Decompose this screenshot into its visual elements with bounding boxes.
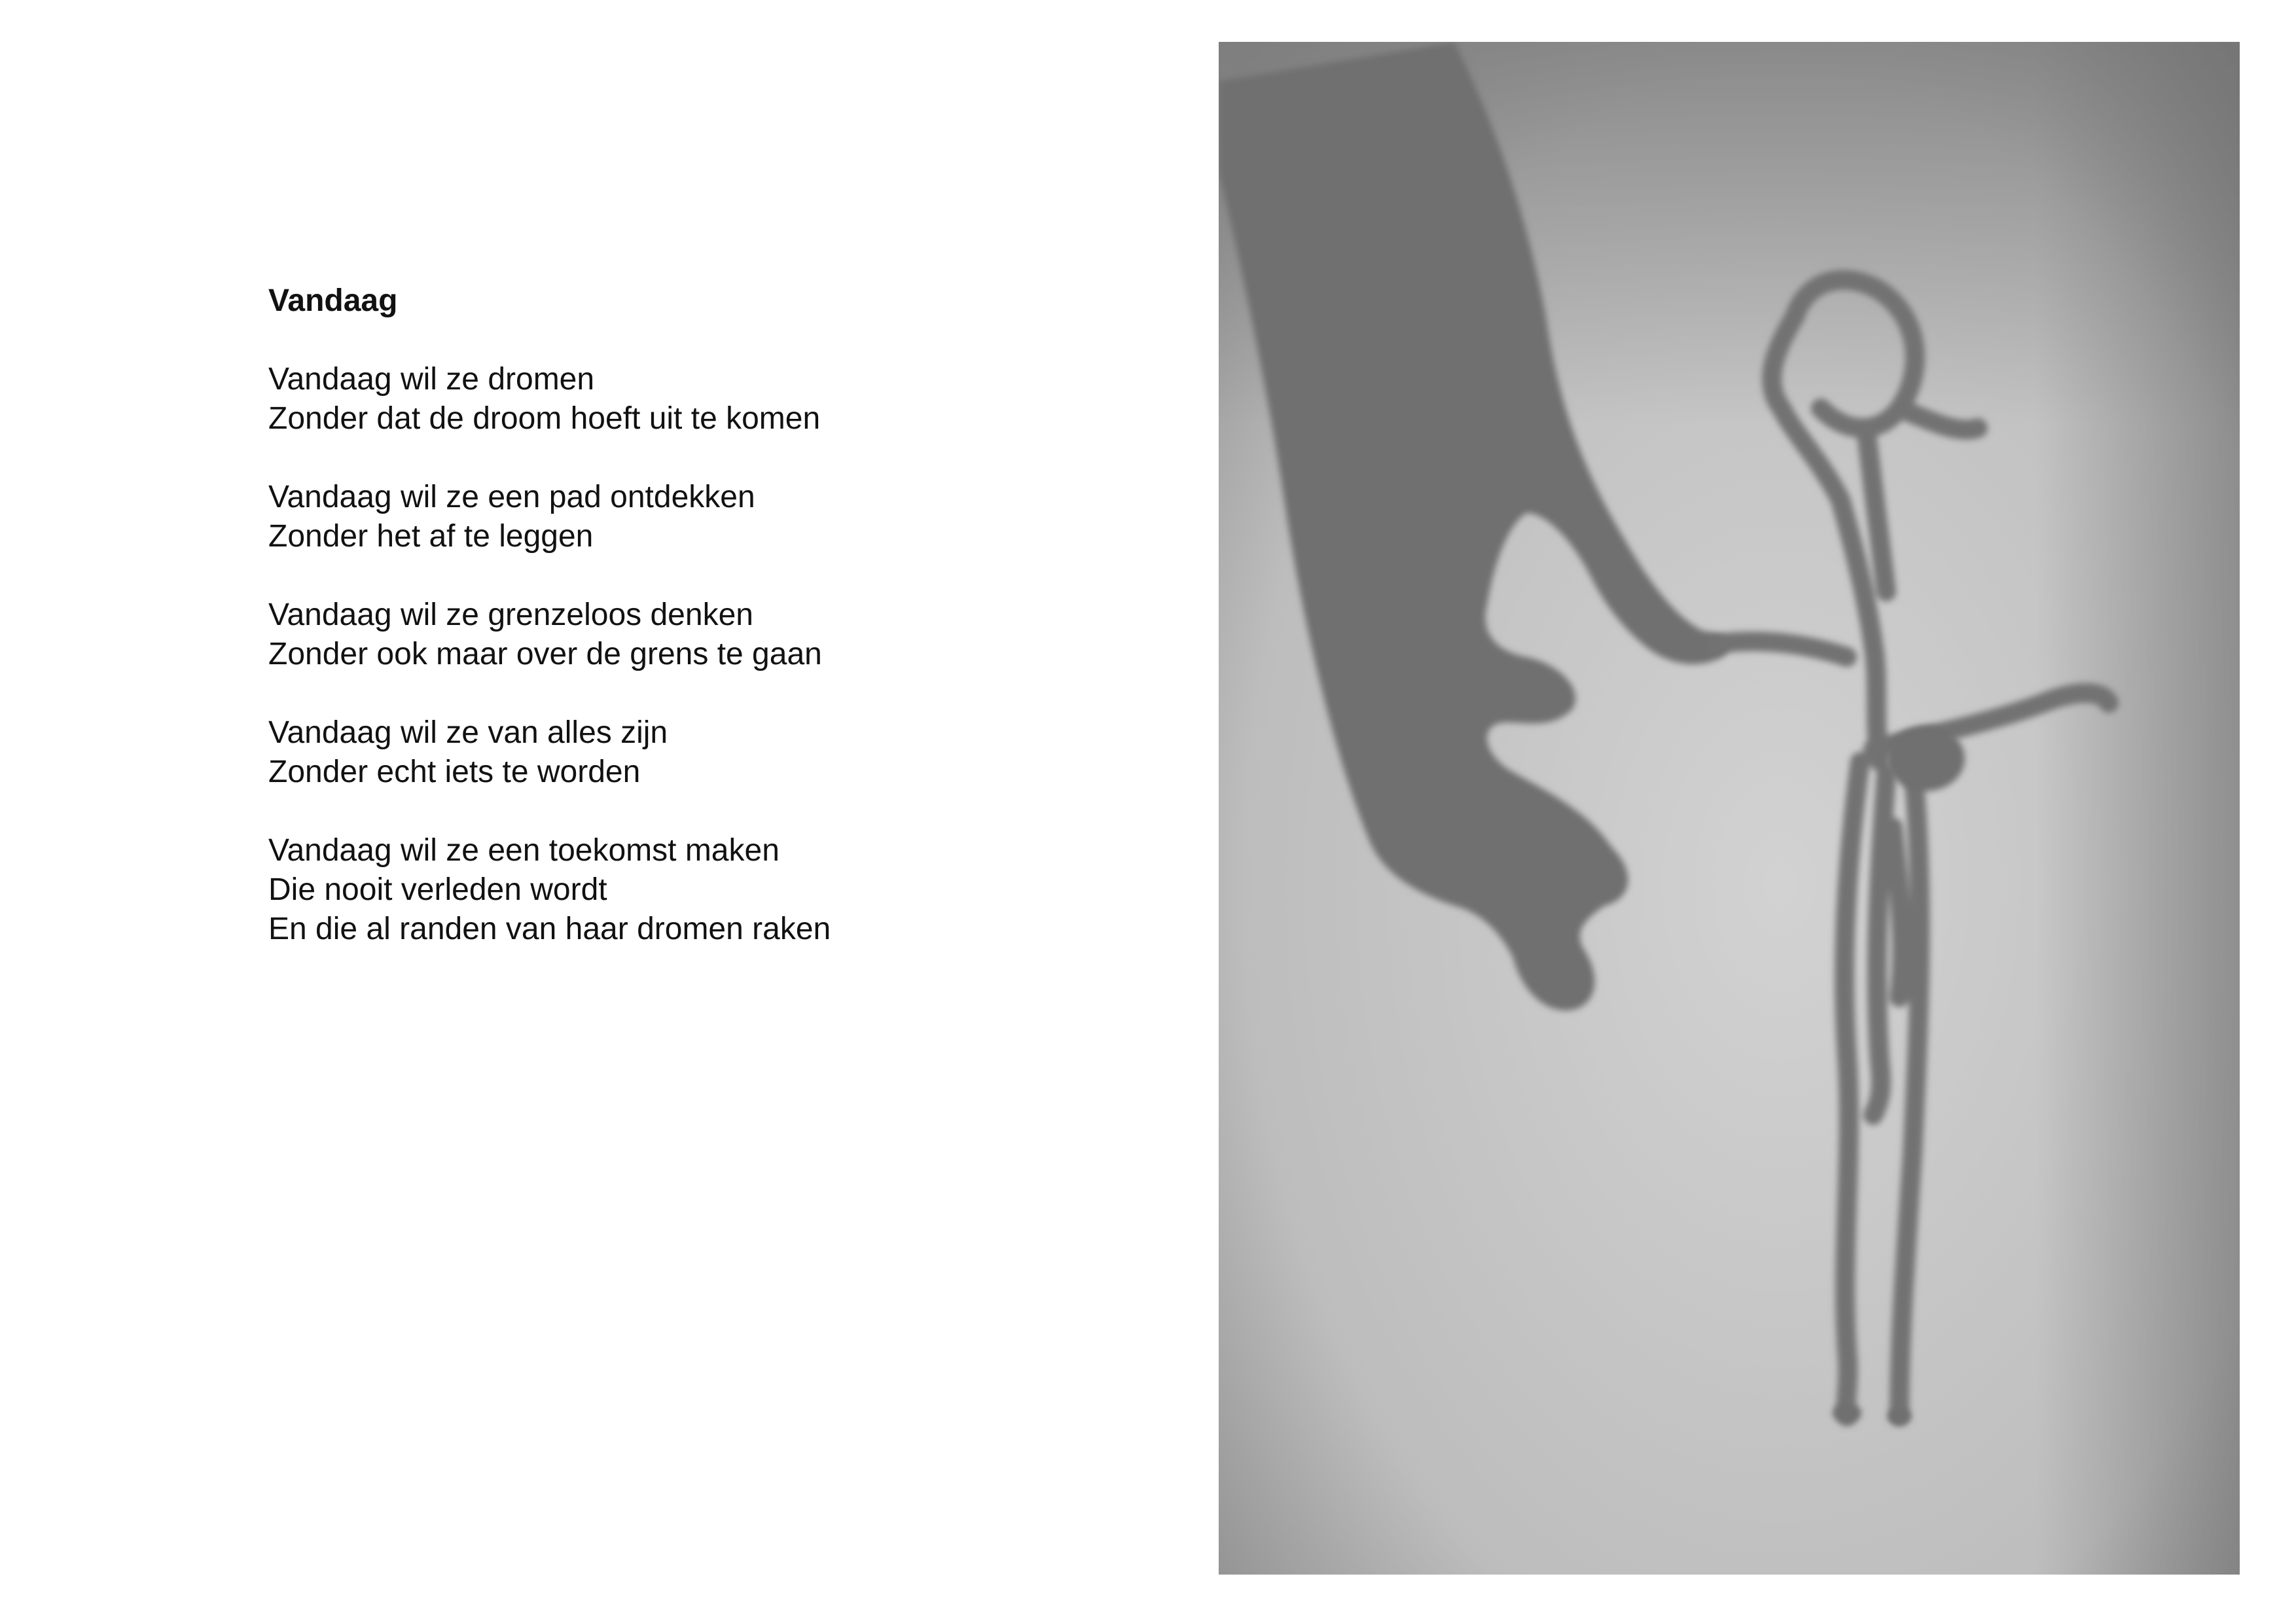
shadow-photo-illustration (1219, 42, 2240, 1575)
puppet-hip (1886, 726, 1965, 791)
poem-line: Zonder ook maar over de grens te gaan (268, 637, 822, 671)
poem-line: Zonder dat de droom hoeft uit te komen (268, 401, 821, 436)
poem-title: Vandaag (268, 283, 398, 318)
poem-line: Vandaag wil ze grenzeloos denken (268, 597, 753, 632)
poem-line: Vandaag wil ze van alles zijn (268, 715, 668, 750)
stanza-5 (268, 831, 1119, 949)
poem-line: Die nooit verleden wordt (268, 872, 607, 907)
poem (268, 281, 1119, 988)
puppet-foot-left (1833, 1404, 1861, 1422)
poem-line: Vandaag wil ze een toekomst maken (268, 833, 780, 868)
poem-line: Zonder echt iets te worden (268, 755, 641, 789)
stanza-4 (268, 713, 1119, 792)
puppet-foot-right (1888, 1408, 1911, 1424)
poem-line: En die al randen van haar dromen raken (268, 912, 831, 946)
shadow-photo (1219, 42, 2240, 1575)
stanza-2 (268, 478, 1119, 556)
poem-line: Vandaag wil ze dromen (268, 362, 595, 397)
poem-line: Vandaag wil ze een pad ontdekken (268, 480, 755, 514)
poem-line: Zonder het af te leggen (268, 519, 594, 554)
stanza-3 (268, 596, 1119, 674)
stanza-1 (268, 360, 1119, 438)
